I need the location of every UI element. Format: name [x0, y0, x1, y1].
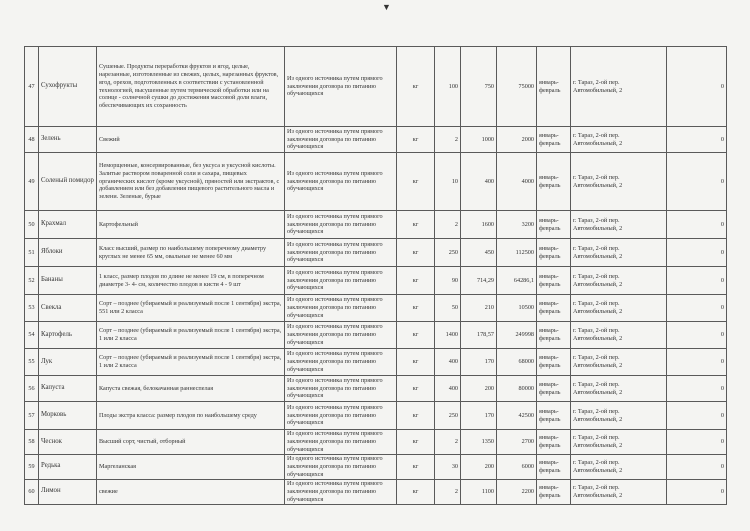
table-row: [25, 322, 727, 349]
table-row: [25, 153, 727, 211]
period-cell: январь-февраль: [537, 267, 571, 295]
quantity-cell: 2: [435, 479, 461, 504]
quantity-cell: 250: [435, 239, 461, 267]
procurement-method-cell: Из одного источника путем прямого заключения договора по питанию обучающихся: [285, 267, 397, 295]
row-number-cell: 52: [25, 267, 39, 295]
quantity-cell: 90: [435, 267, 461, 295]
delivery-address-cell: г. Тараз, 2-ой пер. Автомобильный, 2: [571, 211, 667, 239]
price-cell: 170: [461, 402, 497, 430]
period-cell: январь-февраль: [537, 322, 571, 349]
product-name-cell: Лук: [39, 349, 97, 376]
delivery-address-cell: г. Тараз, 2-ой пер. Автомобильный, 2: [571, 430, 667, 455]
period-cell: январь-февраль: [537, 153, 571, 211]
price-cell: 750: [461, 47, 497, 127]
table-row: [25, 376, 727, 402]
price-cell: 1600: [461, 211, 497, 239]
product-description-cell: Класс высший, размер по наибольшему поперечному диаметру круглых не менее 65 мм, овальные не менее 60 мм: [97, 239, 285, 267]
advance-payment-cell: 0: [667, 239, 727, 267]
sum-cell: 112500: [497, 239, 537, 267]
product-name-cell: Редька: [39, 454, 97, 479]
row-number-cell: 57: [25, 402, 39, 430]
unit-cell: кг: [397, 211, 435, 239]
period-cell: январь-февраль: [537, 376, 571, 402]
period-cell: январь-февраль: [537, 454, 571, 479]
delivery-address-cell: г. Тараз, 2-ой пер. Автомобильный, 2: [571, 153, 667, 211]
row-number-cell: 49: [25, 153, 39, 211]
price-cell: 450: [461, 239, 497, 267]
procurement-method-cell: Из одного источника путем прямого заключения договора по питанию обучающихся: [285, 239, 397, 267]
product-name-cell: Лимон: [39, 479, 97, 504]
period-cell: январь-февраль: [537, 349, 571, 376]
delivery-address-cell: г. Тараз, 2-ой пер. Автомобильный, 2: [571, 322, 667, 349]
table-row: [25, 402, 727, 430]
product-name-cell: Морковь: [39, 402, 97, 430]
table-row: [25, 430, 727, 455]
delivery-address-cell: г. Тараз, 2-ой пер. Автомобильный, 2: [571, 295, 667, 322]
delivery-address-cell: г. Тараз, 2-ой пер. Автомобильный, 2: [571, 127, 667, 153]
table-row: [25, 295, 727, 322]
product-description-cell: Сорт – позднее (убираемый и реализуемый после 1 сентября) экстра, 1 или 2 класса: [97, 349, 285, 376]
delivery-address-cell: г. Тараз, 2-ой пер. Автомобильный, 2: [571, 239, 667, 267]
product-description-cell: Сорт – позднее (убираемый и реализуемый после 1 сентября) экстра, 551 или 2 класса: [97, 295, 285, 322]
table-row: [25, 349, 727, 376]
advance-payment-cell: 0: [667, 127, 727, 153]
quantity-cell: 30: [435, 454, 461, 479]
product-name-cell: Бананы: [39, 267, 97, 295]
product-description-cell: Маргеланская: [97, 454, 285, 479]
delivery-address-cell: г. Тараз, 2-ой пер. Автомобильный, 2: [571, 267, 667, 295]
table-row: [25, 454, 727, 479]
procurement-method-cell: Из одного источника путем прямого заключения договора по питанию обучающихся: [285, 376, 397, 402]
product-description-cell: 1 класс, размер плодов по длине не менее 19 см, в поперечном диаметре 3- 4- см, количество плодов в кисти 4 - 9 шт: [97, 267, 285, 295]
period-cell: январь-февраль: [537, 47, 571, 127]
sum-cell: 4000: [497, 153, 537, 211]
delivery-address-cell: г. Тараз, 2-ой пер. Автомобильный, 2: [571, 454, 667, 479]
procurement-method-cell: Из одного источника путем прямого заключения договора по питанию обучающихся: [285, 349, 397, 376]
sum-cell: 249998: [497, 322, 537, 349]
advance-payment-cell: 0: [667, 454, 727, 479]
product-name-cell: Зелень: [39, 127, 97, 153]
row-number-cell: 60: [25, 479, 39, 504]
period-cell: январь-февраль: [537, 295, 571, 322]
product-name-cell: Картофель: [39, 322, 97, 349]
advance-payment-cell: 0: [667, 153, 727, 211]
sum-cell: 68000: [497, 349, 537, 376]
quantity-cell: 2: [435, 430, 461, 455]
quantity-cell: 400: [435, 376, 461, 402]
sum-cell: 42500: [497, 402, 537, 430]
delivery-address-cell: г. Тараз, 2-ой пер. Автомобильный, 2: [571, 47, 667, 127]
unit-cell: кг: [397, 402, 435, 430]
product-description-cell: Сушеные. Продукты переработки фруктов и ягод, целые, нарезанные, изготовленные из свежих, целых, нарезанных фруктов, ягод, орехов, подготовленных в соответствии с установленной технологией, высушенные путем термической обработки или на солнце - солнечной сушки до достижения массовой доли влаги, обеспечивающих их сохранность: [97, 47, 285, 127]
advance-payment-cell: 0: [667, 349, 727, 376]
unit-cell: кг: [397, 295, 435, 322]
period-cell: январь-февраль: [537, 127, 571, 153]
quantity-cell: 100: [435, 47, 461, 127]
advance-payment-cell: 0: [667, 402, 727, 430]
product-name-cell: Капуста: [39, 376, 97, 402]
sum-cell: 3200: [497, 211, 537, 239]
row-number-cell: 47: [25, 47, 39, 127]
product-description-cell: свежие: [97, 479, 285, 504]
quantity-cell: 2: [435, 211, 461, 239]
table-row: [25, 479, 727, 504]
row-number-cell: 56: [25, 376, 39, 402]
product-description-cell: Капуста свежая, белокачанная раннеспелая: [97, 376, 285, 402]
unit-cell: кг: [397, 239, 435, 267]
unit-cell: кг: [397, 430, 435, 455]
product-description-cell: Сорт – позднее (убираемый и реализуемый после 1 сентября) экстра, 1 или 2 класса: [97, 322, 285, 349]
table-row: [25, 211, 727, 239]
advance-payment-cell: 0: [667, 267, 727, 295]
unit-cell: кг: [397, 127, 435, 153]
table-row: [25, 47, 727, 127]
procurement-method-cell: Из одного источника путем прямого заключения договора по питанию обучающихся: [285, 47, 397, 127]
period-cell: январь-февраль: [537, 211, 571, 239]
price-cell: 178,57: [461, 322, 497, 349]
advance-payment-cell: 0: [667, 376, 727, 402]
sum-cell: 2000: [497, 127, 537, 153]
page-mark: ▼: [382, 2, 391, 12]
product-description-cell: Картофельный: [97, 211, 285, 239]
period-cell: январь-февраль: [537, 239, 571, 267]
advance-payment-cell: 0: [667, 430, 727, 455]
row-number-cell: 50: [25, 211, 39, 239]
sum-cell: 10500: [497, 295, 537, 322]
delivery-address-cell: г. Тараз, 2-ой пер. Автомобильный, 2: [571, 349, 667, 376]
procurement-method-cell: Из одного источника путем прямого заключения договора по питанию обучающихся: [285, 479, 397, 504]
row-number-cell: 58: [25, 430, 39, 455]
period-cell: январь-февраль: [537, 430, 571, 455]
quantity-cell: 2: [435, 127, 461, 153]
product-description-cell: Свежий: [97, 127, 285, 153]
price-cell: 1350: [461, 430, 497, 455]
quantity-cell: 50: [435, 295, 461, 322]
advance-payment-cell: 0: [667, 322, 727, 349]
product-description-cell: Неморщенные, консервированные, без уксуса и уксусной кислоты. Залитые раствором поваренной соли и сахара, пищевых органических кислот (кроме уксусной), пряностей или экстрактов, с добавлением или без добавления пищевого растительного масла и зелени. Зеленые, бурые: [97, 153, 285, 211]
product-name-cell: Чеснок: [39, 430, 97, 455]
period-cell: январь-февраль: [537, 402, 571, 430]
delivery-address-cell: г. Тараз, 2-ой пер. Автомобильный, 2: [571, 479, 667, 504]
table-row: [25, 267, 727, 295]
price-cell: 400: [461, 153, 497, 211]
procurement-method-cell: Из одного источника путем прямого заключения договора по питанию обучающихся: [285, 127, 397, 153]
product-description-cell: Высший сорт, чистый, отборный: [97, 430, 285, 455]
sum-cell: 75000: [497, 47, 537, 127]
procurement-method-cell: Из одного источника путем прямого заключения договора по питанию обучающихся: [285, 322, 397, 349]
price-cell: 200: [461, 376, 497, 402]
product-name-cell: Крахмал: [39, 211, 97, 239]
procurement-table: [24, 46, 727, 505]
table-row: [25, 239, 727, 267]
price-cell: 1000: [461, 127, 497, 153]
price-cell: 170: [461, 349, 497, 376]
procurement-method-cell: Из одного источника путем прямого заключения договора по питанию обучающихся: [285, 454, 397, 479]
unit-cell: кг: [397, 349, 435, 376]
quantity-cell: 10: [435, 153, 461, 211]
advance-payment-cell: 0: [667, 295, 727, 322]
procurement-method-cell: Из одного источника путем прямого заключения договора по питанию обучающихся: [285, 430, 397, 455]
sum-cell: 2200: [497, 479, 537, 504]
unit-cell: кг: [397, 153, 435, 211]
product-name-cell: Яблоки: [39, 239, 97, 267]
product-name-cell: Сухофрукты: [39, 47, 97, 127]
delivery-address-cell: г. Тараз, 2-ой пер. Автомобильный, 2: [571, 376, 667, 402]
unit-cell: кг: [397, 322, 435, 349]
advance-payment-cell: 0: [667, 47, 727, 127]
price-cell: 200: [461, 454, 497, 479]
product-name-cell: Соленый помидор: [39, 153, 97, 211]
price-cell: 1100: [461, 479, 497, 504]
row-number-cell: 48: [25, 127, 39, 153]
quantity-cell: 250: [435, 402, 461, 430]
price-cell: 210: [461, 295, 497, 322]
unit-cell: кг: [397, 267, 435, 295]
quantity-cell: 400: [435, 349, 461, 376]
quantity-cell: 1400: [435, 322, 461, 349]
advance-payment-cell: 0: [667, 479, 727, 504]
unit-cell: кг: [397, 479, 435, 504]
price-cell: 714,29: [461, 267, 497, 295]
sum-cell: 80000: [497, 376, 537, 402]
table-row: [25, 127, 727, 153]
period-cell: январь-февраль: [537, 479, 571, 504]
row-number-cell: 55: [25, 349, 39, 376]
sum-cell: 64286,1: [497, 267, 537, 295]
procurement-method-cell: Из одного источника путем прямого заключения договора по питанию обучающихся: [285, 211, 397, 239]
advance-payment-cell: 0: [667, 211, 727, 239]
procurement-method-cell: Из одного источника путем прямого заключения договора по питанию обучающихся: [285, 295, 397, 322]
unit-cell: кг: [397, 376, 435, 402]
product-name-cell: Свекла: [39, 295, 97, 322]
sum-cell: 2700: [497, 430, 537, 455]
row-number-cell: 53: [25, 295, 39, 322]
row-number-cell: 54: [25, 322, 39, 349]
unit-cell: кг: [397, 47, 435, 127]
unit-cell: кг: [397, 454, 435, 479]
procurement-method-cell: Из одного источника путем прямого заключения договора по питанию обучающихся: [285, 402, 397, 430]
procurement-method-cell: Из одного источника путем прямого заключения договора по питанию обучающихся: [285, 153, 397, 211]
row-number-cell: 59: [25, 454, 39, 479]
sum-cell: 6000: [497, 454, 537, 479]
row-number-cell: 51: [25, 239, 39, 267]
delivery-address-cell: г. Тараз, 2-ой пер. Автомобильный, 2: [571, 402, 667, 430]
product-description-cell: Плоды экстра класса: размер плодов по наибольшему среду: [97, 402, 285, 430]
